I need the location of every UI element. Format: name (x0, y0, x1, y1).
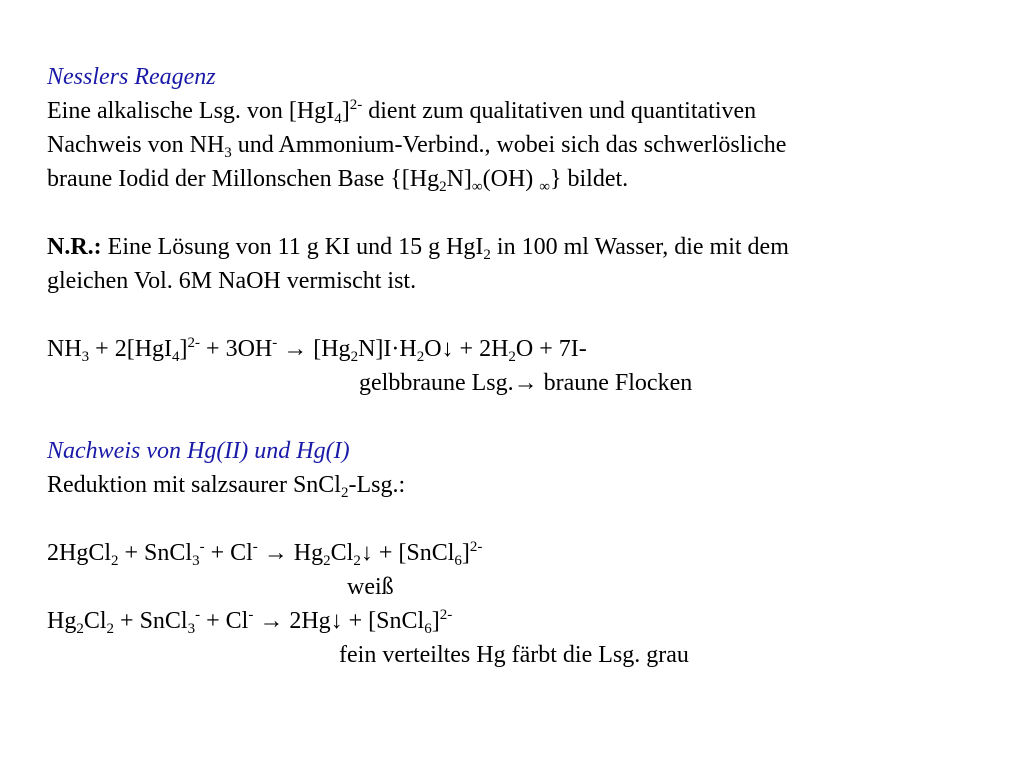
text: NH (47, 336, 82, 362)
nr-line-2: gleichen Vol. 6M NaOH vermischt ist. (47, 268, 417, 294)
text: und Ammonium-Verbind., wobei sich das schwerlösliche (231, 132, 787, 158)
text: + SnCl (114, 608, 188, 634)
subscript: 6 (454, 553, 462, 569)
text: O↓ + 2H (424, 336, 509, 362)
text: ] (341, 98, 350, 124)
subscript: 3 (224, 145, 232, 161)
nessler-text-line-2 (47, 128, 786, 162)
superscript: - (248, 607, 254, 623)
text: ↓ + [SnCl (360, 540, 455, 566)
superscript: 2- (439, 607, 453, 623)
subscript: 3 (81, 349, 90, 365)
subscript: 2 (106, 621, 115, 637)
equation-3-note: fein verteiltes Hg färbt die Lsg. grau (339, 642, 689, 668)
superscript: - (252, 539, 258, 555)
subscript: 2 (323, 553, 331, 569)
text: Hg (47, 608, 77, 634)
subscript: 2 (111, 553, 119, 569)
equation-1 (47, 332, 587, 366)
text: Eine Lösung von 11 g KI und 15 g HgI (101, 234, 484, 260)
equation-3 (47, 604, 452, 638)
subscript: 4 (172, 349, 180, 365)
hg-text-line-1 (47, 468, 405, 502)
subscript: 2 (353, 553, 361, 569)
text: Cl (330, 540, 354, 566)
text: → [Hg (277, 336, 351, 362)
subscript: 6 (424, 621, 432, 637)
subscript: 2 (350, 349, 359, 365)
subscript: ∞ (539, 179, 550, 195)
superscript: 2- (469, 539, 483, 555)
subscript: ∞ (471, 179, 483, 195)
superscript: - (272, 335, 278, 351)
text: Reduktion mit salzsaurer SnCl (47, 472, 341, 498)
nessler-heading: Nesslers Reagenz (47, 64, 216, 90)
text: + 3OH (200, 336, 273, 362)
text: + 2[HgI (89, 336, 173, 362)
text: O + 7I- (515, 336, 587, 362)
subscript: 2 (439, 179, 447, 195)
nessler-text-line-1 (47, 94, 756, 128)
text: ] (431, 608, 440, 634)
superscript: - (195, 607, 201, 623)
subscript: 3 (192, 553, 200, 569)
text: -Lsg.: (348, 472, 406, 498)
text: N] (446, 166, 472, 192)
subscript: 2 (416, 349, 425, 365)
nr-line-1 (47, 230, 789, 264)
text: (OH) (482, 166, 540, 192)
text: 2HgCl (47, 540, 112, 566)
subscript: 4 (334, 111, 342, 127)
text: ] (461, 540, 470, 566)
superscript: - (199, 539, 205, 555)
subscript: 2 (483, 247, 491, 263)
text: in 100 ml Wasser, die mit dem (490, 234, 789, 260)
text: Cl (83, 608, 107, 634)
nessler-text-line-3 (47, 162, 628, 196)
text: N]I·H (358, 336, 417, 362)
text: ] (179, 336, 188, 362)
text: → Hg (257, 540, 324, 566)
nr-label: N.R.: (47, 234, 102, 260)
text: + Cl (204, 540, 253, 566)
text: → 2Hg↓ + [SnCl (253, 608, 425, 634)
superscript: 2- (349, 97, 363, 113)
subscript: 2 (340, 485, 349, 501)
text: Eine alkalische Lsg. von [HgI (47, 98, 335, 124)
equation-1-note: gelbbraune Lsg.→ braune Flocken (359, 370, 693, 396)
hg-heading: Nachweis von Hg(II) und Hg(I) (47, 438, 350, 464)
subscript: 3 (187, 621, 196, 637)
equation-2 (47, 536, 482, 570)
text: braune Iodid der Millonschen Base {[Hg (47, 166, 440, 192)
text: + SnCl (118, 540, 193, 566)
subscript: 2 (76, 621, 84, 637)
text: + Cl (200, 608, 249, 634)
text: dient zum qualitativen und quantitativen (362, 98, 757, 124)
text: } bildet. (549, 166, 629, 192)
text: Nachweis von NH (47, 132, 225, 158)
superscript: 2- (187, 335, 201, 351)
subscript: 2 (508, 349, 516, 365)
equation-2-note: weiß (347, 574, 394, 600)
